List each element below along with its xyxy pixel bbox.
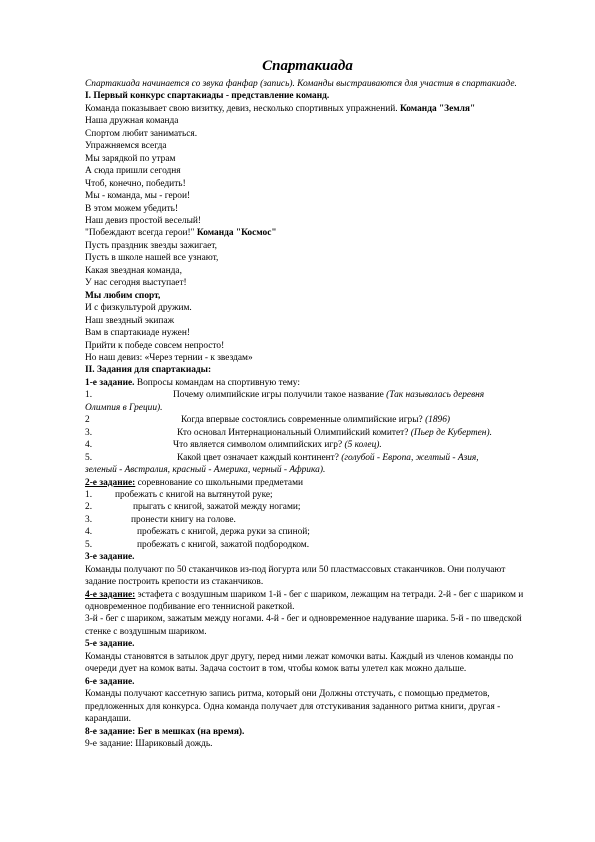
question-line bbox=[85, 427, 530, 439]
item-text: пробежать с книгой на вытянутой руке; bbox=[115, 489, 273, 500]
item-number: 4. bbox=[85, 527, 93, 538]
task1-label: 1-е задание. bbox=[85, 377, 135, 388]
task6-label: 6-е задание. bbox=[85, 676, 135, 687]
poem-line: Упражняемся всегда bbox=[85, 141, 167, 152]
poem-line: Какая звездная команда, bbox=[85, 265, 182, 276]
item-text: пробежать с книгой, зажатой подбородком. bbox=[137, 539, 310, 550]
task5-text: Команды становятся в затылок друг другу, перед ними лежат комочки ваты. Каждый из членов команды по очереди дует на комок ваты. Задача состоит в том, чтобы комок ваты улетел как можно дальше. bbox=[85, 651, 514, 675]
question-line bbox=[85, 439, 530, 451]
document-page bbox=[85, 56, 530, 750]
poem-line: Наш звездный экипаж bbox=[85, 315, 175, 326]
task3-text: Команды получают по 50 стаканчиков из-под йогурта или 50 пластмассовых стаканчиков. Они получают задание построить крепости из стаканчиков. bbox=[85, 564, 506, 588]
poem-line: И с физкультурой дружим. bbox=[85, 303, 192, 314]
question-answer-continued: Олимпия в Греции). bbox=[85, 402, 163, 413]
task2-item bbox=[85, 526, 530, 538]
item-number: 5. bbox=[85, 539, 93, 550]
poem-line: У нас сегодня выступает! bbox=[85, 278, 187, 289]
question-number: 5. bbox=[85, 452, 93, 463]
poem-line: Чтоб, конечно, победить! bbox=[85, 178, 186, 189]
poem-line: Мы зарядкой по утрам bbox=[85, 153, 176, 164]
task1-text: Вопросы командам на спортивную тему: bbox=[136, 377, 300, 388]
question-number: 1. bbox=[85, 390, 93, 401]
question-answer: (Пьер де Кубертен). bbox=[410, 427, 492, 438]
task2-label: 2-е задание: bbox=[85, 477, 136, 488]
task1-header bbox=[85, 377, 530, 389]
item-number: 2. bbox=[85, 502, 93, 513]
poem-line: Пусть в школе нашей все узнают, bbox=[85, 253, 219, 264]
task2-item bbox=[85, 539, 530, 551]
task2-item bbox=[85, 514, 530, 526]
task4-label: 4-е задание: bbox=[85, 589, 136, 600]
question-text: Кто основал Интернациональный Олимпийский комитет? bbox=[177, 427, 409, 438]
poem-line: Но наш девиз: «Через тернии - к звездам» bbox=[85, 352, 253, 363]
question-number: 3. bbox=[85, 427, 93, 438]
task4-text2: 3-й - бег с шариком, зажатым между ногами. 4-й - бег и одновременное надувание шарика. 5-й - по шведской стенке с воздушным шариком. bbox=[85, 614, 522, 637]
poem-line: Мы - команда, мы - герои! bbox=[85, 191, 191, 202]
task1-questions bbox=[85, 389, 530, 476]
item-number: 1. bbox=[85, 489, 93, 500]
question-text: Когда впервые состоялись современные олимпийские игры? bbox=[181, 415, 423, 426]
question-number: 4. bbox=[85, 440, 93, 451]
task4-text: эстафета с воздушным шариком 1-й - бег с шариком, лежащим на тетради. 2-й - бег с шариком и одновременное подбивание его теннисной ракеткой. bbox=[85, 589, 524, 613]
question-text: Что является символом олимпийских игр? bbox=[173, 440, 343, 451]
task6-text: Команды получают кассетную запись ритма, который они Должны отстучать, с помощью предметов, предложенных для конкурса. Одна команда получает для отстукивания заданного ритма книги, другая - карандаши. bbox=[85, 689, 501, 725]
task9-line: 9-е задание: Шариковый дождь. bbox=[85, 739, 213, 750]
poem-line: А сюда пришли сегодня bbox=[85, 166, 181, 177]
question-answer: (1896) bbox=[425, 415, 451, 426]
item-number: 3. bbox=[85, 514, 93, 525]
page-title: Спартакиада bbox=[262, 58, 353, 74]
section1-heading: I. Первый конкурс спартакиады - представление команд. bbox=[85, 91, 330, 102]
team1-label: Команда "Земля" bbox=[399, 103, 476, 114]
task3-label: 3-е задание. bbox=[85, 552, 135, 563]
task2-item bbox=[85, 501, 530, 513]
item-text: прыгать с книгой, зажатой между ногами; bbox=[133, 502, 301, 513]
question-line bbox=[85, 452, 530, 464]
item-text: пробежать с книгой, держа руки за спиной; bbox=[137, 527, 310, 538]
section2-heading: II. Задания для спартакиады: bbox=[85, 365, 212, 376]
intro-paragraph: Спартакиада начинается со звука фанфар (запись). Команды выстраиваются для участия в спартакиаде. bbox=[85, 79, 517, 89]
poem-line: Вам в спартакиаде нужен! bbox=[85, 328, 190, 339]
poem-line: Пусть праздник звезды зажигает, bbox=[85, 240, 217, 251]
question-answer: (голубой - Европа, желтый - Азия, bbox=[341, 452, 479, 463]
item-text: пронести книгу на голове. bbox=[131, 514, 236, 525]
section1-text-line bbox=[85, 103, 530, 115]
poem-line: Спортом любит заниматься. bbox=[85, 128, 198, 139]
question-line bbox=[85, 414, 530, 426]
question-answer: (5 колец). bbox=[344, 440, 382, 451]
question-number: 2 bbox=[85, 415, 90, 426]
task8-line: 8-е задание: Бег в мешках (на время). bbox=[85, 726, 245, 737]
question-answer: (Так называлась деревня bbox=[386, 390, 485, 401]
question-text: Какой цвет означает каждый континент? bbox=[177, 452, 339, 463]
question-text: Почему олимпийские игры получили такое название bbox=[173, 390, 384, 401]
task4-paragraph bbox=[85, 589, 530, 614]
poem-line: Наша дружная команда bbox=[85, 116, 179, 127]
poem-line: В этом можем убедить! bbox=[85, 203, 179, 214]
team2-poem bbox=[85, 240, 530, 365]
question-answer-continued: зеленый - Австралия, красный - Америка, черный - Африка). bbox=[85, 465, 326, 476]
task2-item bbox=[85, 489, 530, 501]
team1-motto: "Побеждают всегда герои!" bbox=[85, 228, 195, 239]
task5-label: 5-е задание. bbox=[85, 639, 135, 650]
poem-line: Мы любим спорт, bbox=[85, 290, 161, 301]
task2-header bbox=[85, 477, 530, 489]
team2-label: Команда "Космос" bbox=[196, 228, 277, 239]
task2-text: соревнование со школьными предметами bbox=[137, 477, 304, 488]
team1-motto-line bbox=[85, 227, 530, 239]
poem-line: Наш девиз простой веселый! bbox=[85, 215, 202, 226]
section1-text: Команда показывает свою визитку, девиз, несколько спортивных упражнений. bbox=[85, 103, 398, 114]
question-line bbox=[85, 389, 530, 401]
poem-line: Прийти к победе совсем непросто! bbox=[85, 340, 225, 351]
team1-poem bbox=[85, 115, 530, 227]
task2-items bbox=[85, 489, 530, 551]
